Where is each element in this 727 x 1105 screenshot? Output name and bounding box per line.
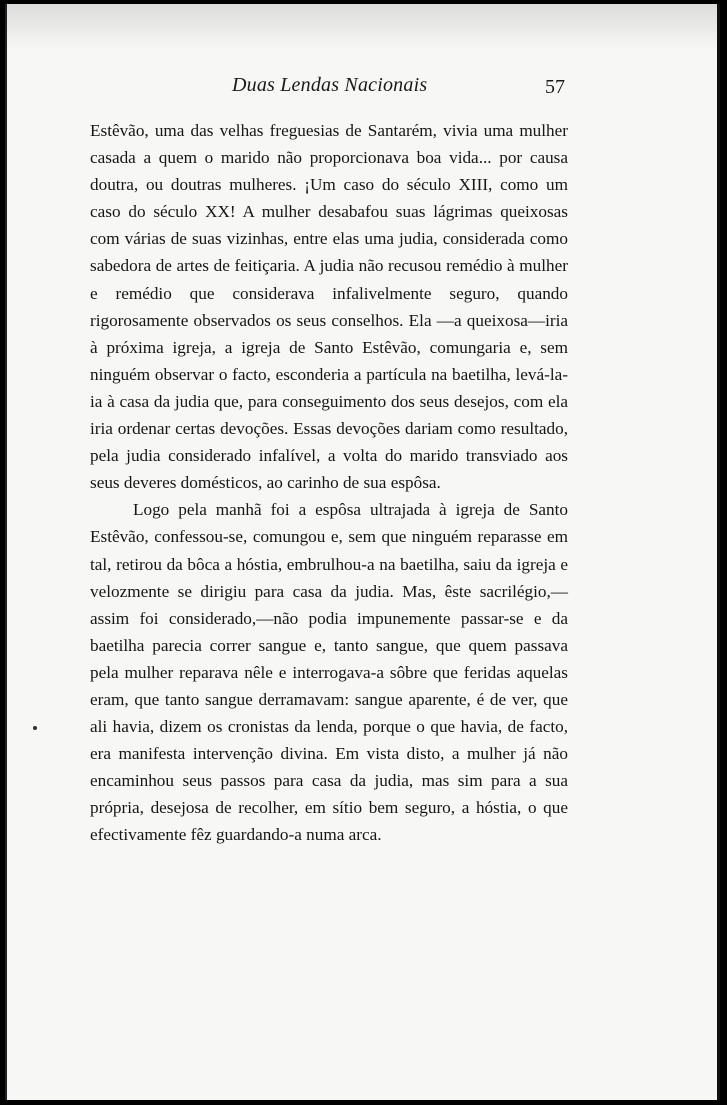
- ink-speck: [33, 726, 37, 730]
- running-title: Duas Lendas Nacionais: [232, 74, 428, 96]
- paragraph-1: Estêvão, uma das velhas freguesias de Santarém, vivia uma mulher casada a quem o marido não proporcionava boa vida... por causa doutra, ou doutras mulheres. ¡Um caso do século XIII, como um caso do século XX! A mulher desabafou suas lágrimas queixosas com várias de suas vizinhas, entre elas uma judia, considerada como sabedora de artes de feitiçaria. A judia não recusou remédio à mulher e remédio que considerava infalivelmente seguro, quando rigorosamente observados os seus conselhos. Ela —a queixosa—iria à próxima igreja, a igreja de Santo Estêvão, comungaria e, sem ninguém observar o facto, esconderia a partícula na baetilha, levá-la-ia à casa da judia que, para conseguimento dos seus desejos, com ela iria ordenar certas devoções. Essas devoções dariam como resultado, pela judia considerado infalível, a volta do marido transviado aos seus deveres domésticos, ao carinho de sua espôsa.: [90, 121, 568, 493]
- body-text: [90, 117, 568, 849]
- paragraph-2: Logo pela manhã foi a espôsa ultrajada à igreja de Santo Estêvão, confessou-se, comungou e, sem que ninguém reparasse em tal, retirou da bôca a hóstia, embrulhou-a na baetilha, saiu da igreja e velozmente se dirigiu para casa da judia. Mas, êste sacrilégio,—assim foi considerado,—não podia impunemente passar-se e da baetilha parecia correr sangue e, tanto sangue, que quem passava pela mulher reparava nêle e interrogava-a sôbre que feridas aquelas eram, que tanto sangue derramavam: sangue aparente, é de ver, que ali havia, dizem os cronistas da lenda, porque o que havia, de facto, era manifesta intervenção divina. Em vista disto, a mulher já não encaminhou seus passos para casa da judia, mas sim para a sua própria, desejosa de recolher, em sítio bem seguro, a hóstia, o que efectivamente fêz guardando-a numa arca.: [90, 500, 568, 845]
- page-number: 57: [545, 76, 565, 98]
- running-head: [7, 74, 717, 104]
- book-page: [5, 4, 720, 1100]
- page-shadow: [7, 4, 717, 50]
